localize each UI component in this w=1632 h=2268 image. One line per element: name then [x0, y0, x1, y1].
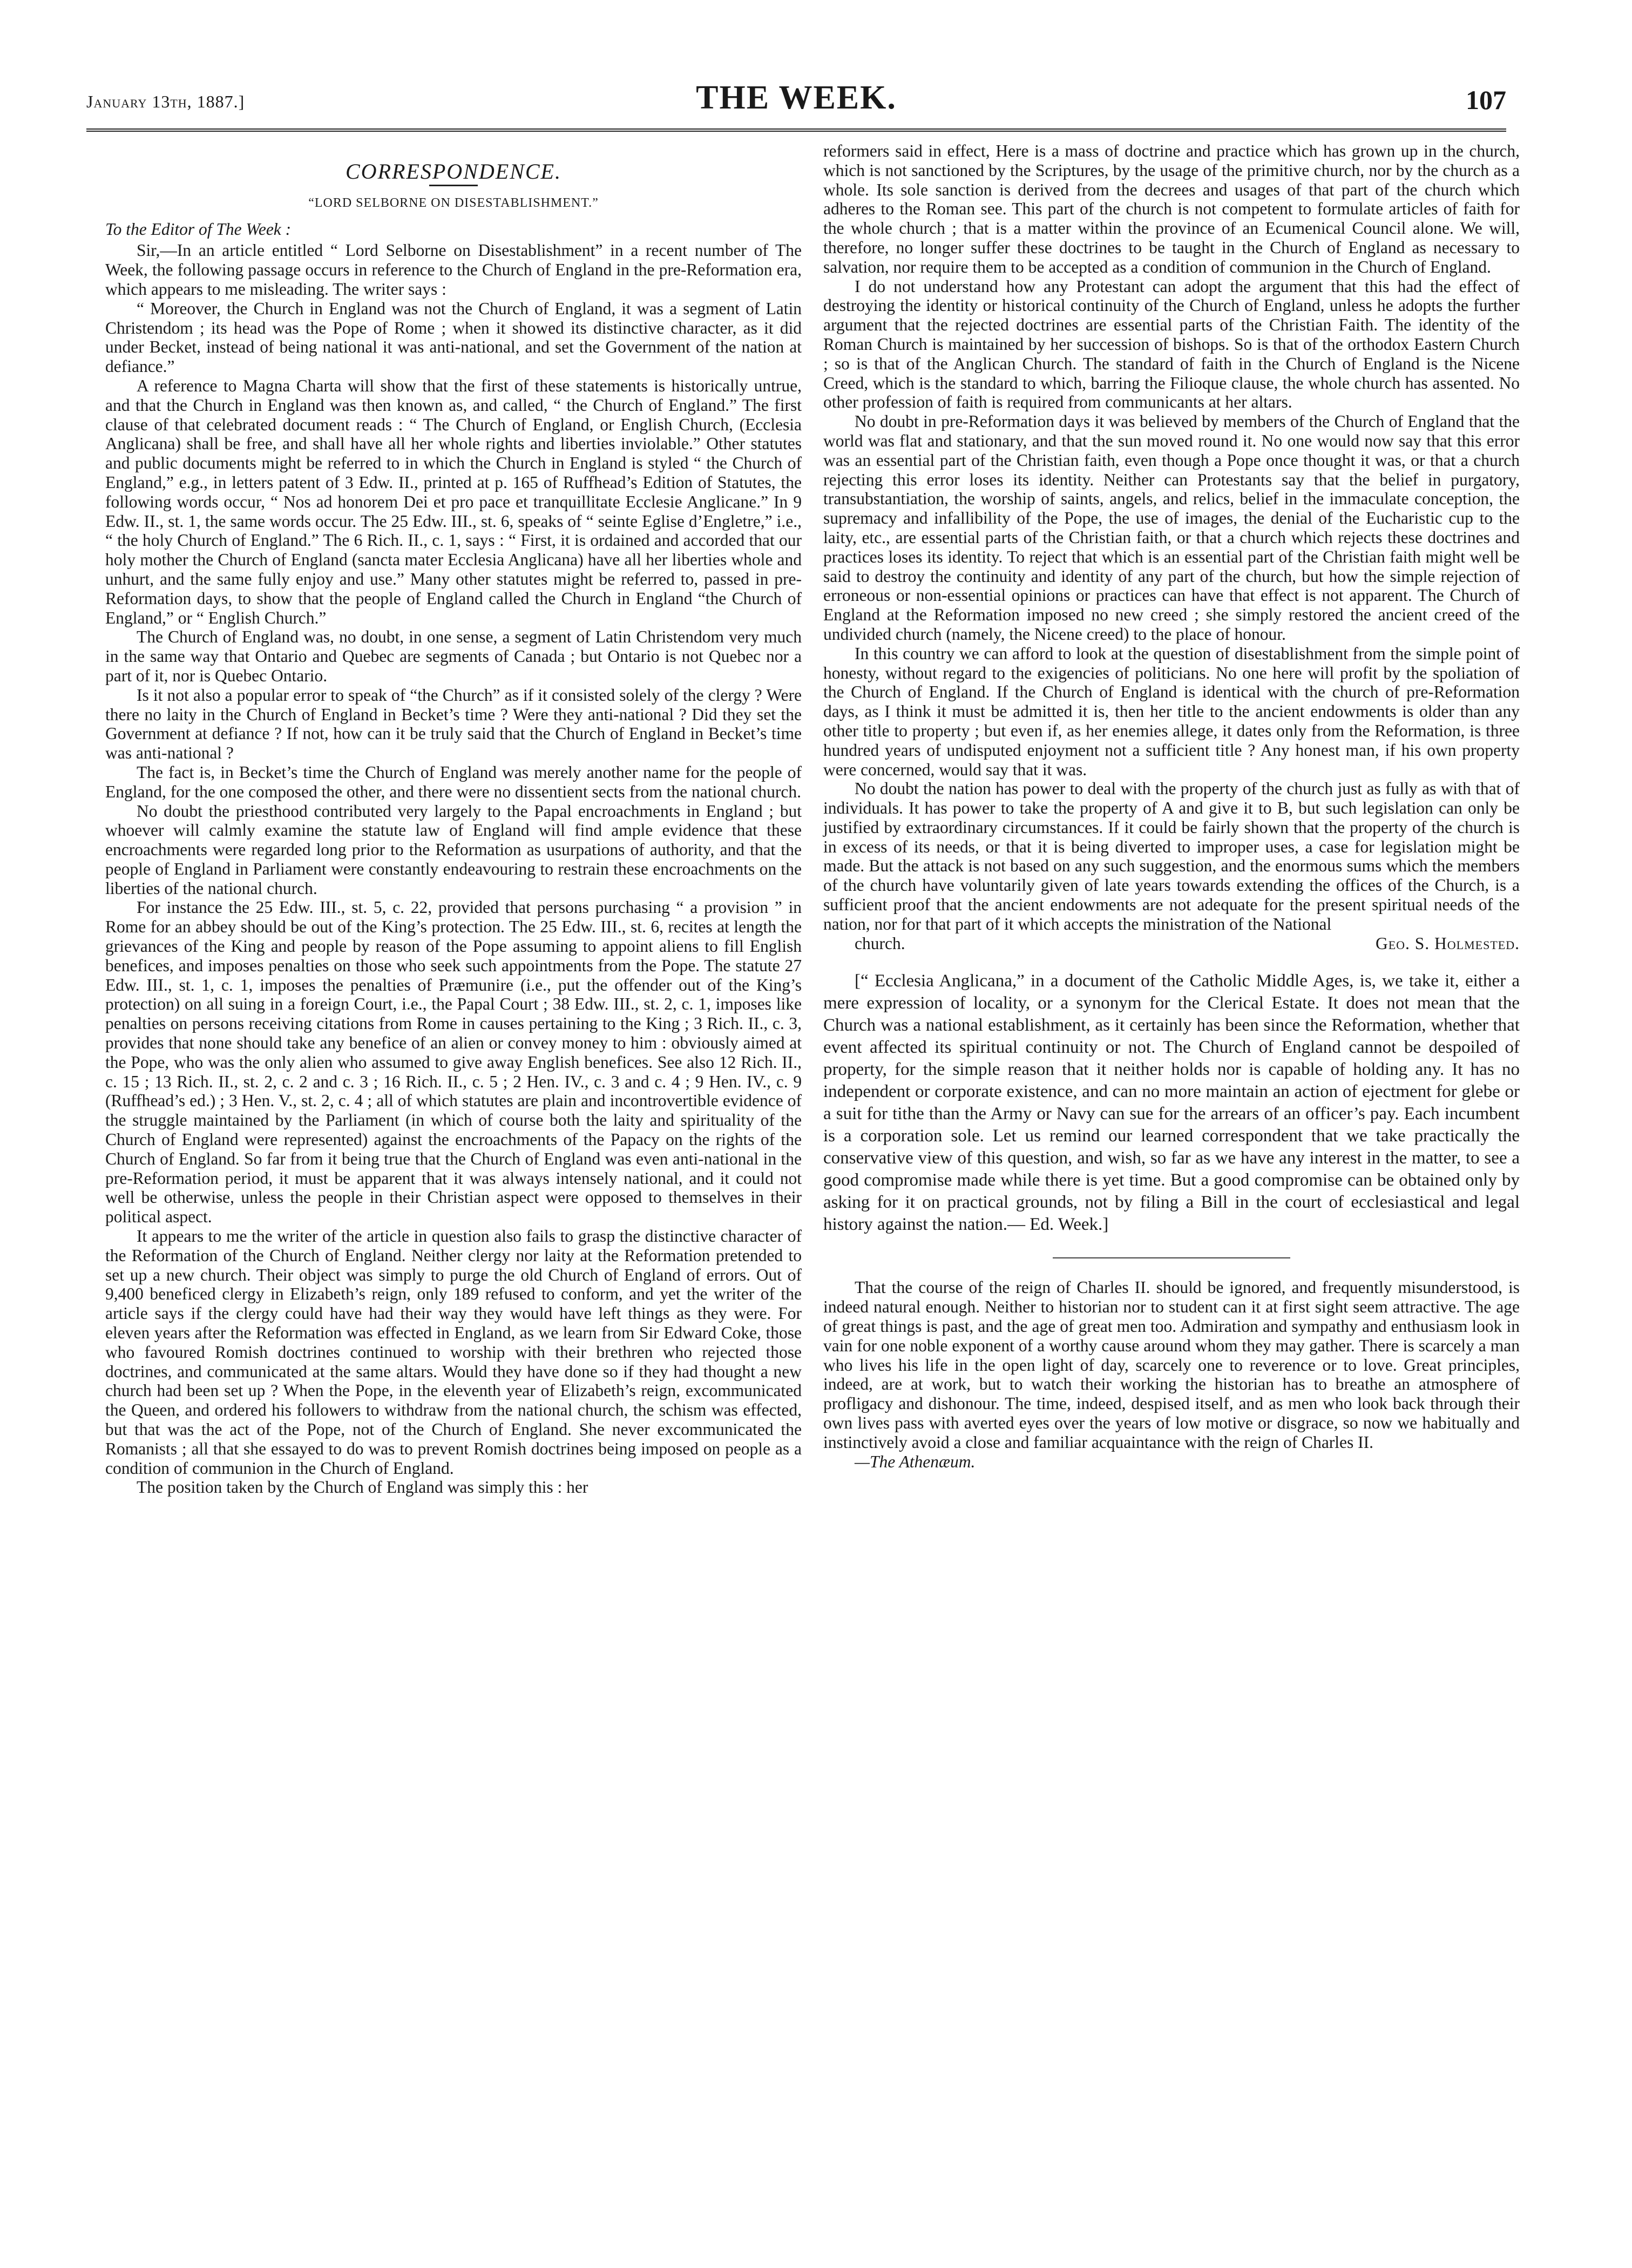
- closing-word: church.: [855, 933, 905, 953]
- letter-paragraph: No doubt in pre-Reformation days it was believed by members of the Church of England that the world was flat and stationary, and that the sun moved round it. No one would now say that this error was an essential part of the Christian faith, even though a Pope once thought it was, or that a church rejecting this error loses its identity. Neither can Protestants say that the belief in purgatory, transubstantiation, the worship of saints, angels, and relics, belief in the immaculate conception, the supremacy and infallibility of the Pope, the use of images, the denial of the Eucharistic cup to the laity, etc., are essential parts of the Christian faith, or that a church which rejects these doctrines and practices loses its identity. To reject that which is an essential part of the Christian faith might well be said to destroy the continuity and identity of any part of the church, but how the simple rejection of erroneous or non-essential opinions or practices can have that effect is not apparent. The Church of England at the Reformation imposed no new creed ; she simply restored the ancient creed of the undivided church (namely, the Nicene creed) to the place of honour.: [823, 412, 1520, 644]
- letter-paragraph: Is it not also a popular error to speak of “the Church” as if it consisted solely of the clergy ? Were there no laity in the Church of England in Becket’s time ? Were they anti-national ? Did they set the Government at defiance ? If not, how can it be truly said that the Church of England in Becket’s time was anti-national ?: [105, 685, 802, 763]
- letter-title: “LORD SELBORNE ON DISESTABLISHMENT.”: [308, 195, 599, 210]
- letter-paragraph: No doubt the priesthood contributed very largely to the Papal encroachments in England ; but whoever will calmly examine the statute law of England will find ample evidence that these encroachments were regarded long prior to the Reformation as usurpations of authority, and that the people of England in Parliament were constantly endeavouring to restrain these encroachments on the liberties of the national church.: [105, 801, 802, 898]
- signature-line: [823, 934, 1520, 953]
- charles-article: [823, 1278, 1520, 1471]
- letter-paragraph: The Church of England was, no doubt, in one sense, a segment of Latin Christendom very much in the same way that Ontario and Quebec are segments of Canada ; but Ontario is not Quebec nor a part of it, nor is Quebec Ontario.: [105, 627, 802, 685]
- charles-article-body: That the course of the reign of Charles II. should be ignored, and frequently misunderstood, is indeed natural enough. Neither to historian nor to student can it at first sight seem attractive. The age of great things is past, and the age of great men too. Admiration and sympathy and enthusiasm look in vain for one noble exponent of a worthy cause around whom they may gather. There is scarcely a man who lives his life in the open light of day, scarcely one to reverence or to love. Great principles, indeed, are at work, but to watch their working the historian has to breathe an atmosphere of profligacy and dishonour. The time, indeed, despised itself, and as men who look back through their own lives pass with averted eyes over the years of low motive or disgrace, so now we habitually and instinctively avoid a close and familiar acquaintance with the reign of Charles II.: [823, 1278, 1520, 1452]
- header-rule: [86, 128, 1506, 132]
- editor-note: [823, 970, 1520, 1236]
- article-separator: [1053, 1257, 1290, 1258]
- letter-signature: Geo. S. Holmested.: [1375, 933, 1520, 953]
- letter-paragraph: I do not understand how any Protestant can adopt the argument that this had the effect of destroying the identity or historical continuity of the Church of England, unless he adopts the further argument that the rejected doctrines are essential parts of the Christian Faith. The identity of the Roman Church is maintained by her succession of bishops. So is that of the orthodox Eastern Church ; so is that of the Anglican Church. The standard of faith in the Church of England is the Nicene Creed, which is the standard to which, barring the Filioque clause, the whole church has assented. No other profession of faith is required from communicants at her altars.: [823, 276, 1520, 412]
- letter-paragraph: Sir,—In an article entitled “ Lord Selborne on Disestablishment” in a recent number of The Week, the following passage occurs in reference to the Church of England in the pre-Reformation era, which appears to me misleading. The writer says :: [105, 241, 802, 299]
- letter-paragraph: The position taken by the Church of England was simply this : her: [137, 1478, 588, 1497]
- issue-date: January 13th, 1887.]: [86, 92, 245, 111]
- charles-article-attribution: —The Athenæum.: [855, 1452, 976, 1471]
- editor-note-text: [“ Ecclesia Anglicana,” in a document of the Catholic Middle Ages, is, we take it, either a mere expression of locality, or a synonym for the Clerical Estate. It does not mean that the Church was a national establishment, as it certainly has been since the Reformation, whether that event affected its spiritual continuity or not. The Church of England cannot be despoiled of property, for the simple reason that it neither holds nor is capable of holding any. It has no independent or corporate existence, and can no more maintain an action of ejectment for glebe or a suit for tithe than the Army or Navy can sue for the arrears of an officer’s pay. Each incumbent is a corporation sole. Let us remind our learned correspondent that we take practically the conservative view of this question, and wish, so far as we have any interest in the matter, to see a good compromise made while there is yet time. But a good compromise can be obtained only by asking for it on practical grounds, not by filing a Bill in the court of ecclesiastical and legal history against the nation.— Ed. Week.]: [823, 971, 1520, 1235]
- title-rule: [429, 185, 478, 186]
- quote-paragraph: “ Moreover, the Church in England was not the Church of England, it was a segment of Latin Christendom ; its head was the Pope of Rome ; when it showed its distinctive character, as it did under Becket, instead of being national it was anti-national, and set the Government of the nation at defiance.”: [105, 299, 802, 376]
- letter-paragraph: No doubt the nation has power to deal with the property of the church just as fully as with that of individuals. It has power to take the property of A and give it to B, but such legislation can only be justified by extraordinary circumstances. If it could be fairly shown that the property of the church is in excess of its needs, or that it is being diverted to improper uses, a case for legislation might be made. But the attack is not based on any such suggestion, and the enormous sums which the members of the church have voluntarily given of late years towards extending the offices of the Church, is a sufficient proof that the ancient endowments are not adequate for the present spiritual needs of the nation, nor for that part of it which accepts the ministration of the National: [823, 779, 1520, 933]
- letter-paragraph: It appears to me the writer of the article in question also fails to grasp the distinctive character of the Reformation of the Church of England. Neither clergy nor laity at the Reformation pretended to set up a new church. Their object was simply to purge the old Church of England of errors. Out of 9,400 beneficed clergy in Elizabeth’s reign, only 189 refused to conform, and yet the writer of the article says if the clergy could have had their way they would have left things as they were. For eleven years after the Reformation was effected in England, as we learn from Sir Edward Coke, those who favoured Romish doctrines continued to worship with their brethren who rejected those doctrines, and communicated at the same altars. Would they have done so if they had thought a new church had been set up ? When the Pope, in the eleventh year of Elizabeth’s reign, excommunicated the Queen, and ordered his followers to withdraw from the national church, the schism was effected, but that was the act of the Pope, not of the Church of England. She never excommunicated the Romanists ; all that she essayed to do was to prevent Romish doctrines being imposed on people as a condition of communion in the Church of England.: [105, 1227, 802, 1478]
- letter-paragraph: For instance the 25 Edw. III., st. 5, c. 22, provided that persons purchasing “ a provision ” in Rome for an abbey should be out of the King’s protection. The 25 Edw. III., st. 6, recites at length the grievances of the King and people by reason of the Pope assuming to appoint aliens to fill English benefices, and imposes penalties on those who seek such appointments from the Pope. The statute 27 Edw. III., st. 1, c. 1, imposes the penalties of Præmunire (i.e., put the offender out of the King’s protection) on all suing in a foreign Court, i.e., the Papal Court ; 38 Edw. III., st. 2, c. 1, imposes like penalties on persons receiving citations from Rome in causes pertaining to the King ; 3 Rich. II., c. 3, provides that none should take any benefice of an alien or convey money to him : obviously aimed at the Pope, who was the only alien who assumed to give away English benefices. See also 12 Rich. II., c. 15 ; 13 Rich. II., st. 2, c. 2 and c. 3 ; 16 Rich. II., c. 5 ; 2 Hen. IV., c. 3 and c. 4 ; 9 Hen. IV., c. 9 (Ruffhead’s ed.) ; 3 Hen. V., st. 2, c. 4 ; all of which statutes are plain and incontrovertible evidence of the struggle maintained by the Parliament (in which of course both the laity and spirituality of the Church of England were represented) against the encroachments of the Papacy on the rights of the Church of England. So far from it being true that the Church of England was even anti-national in the pre-Reformation period, it must be apparent that it was always intensely national, and it could not well be otherwise, unless the people in their Christian aspect were opposed to themselves in their political aspect.: [105, 898, 802, 1227]
- letter-paragraph: A reference to Magna Charta will show that the first of these statements is historically untrue, and that the Church in England was then known as, and called, “ the Church of England.” The first clause of that celebrated document reads : “ The Church of England, or English Church, (Ecclesia Anglicana) shall be free, and shall have all her whole rights and liberties inviolable.” Other statutes and public documents might be referred to in which the Church in England is styled “ the Church of England,” e.g., in letters patent of 3 Edw. II., printed at p. 165 of Ruffhead’s Edition of Statutes, the following words occur, “ Nos ad honorem Dei et pro pace et tranquillitate Ecclesie Anglicane.” In 9 Edw. II., st. 1, the same words occur. The 25 Edw. III., st. 6, speaks of “ seinte Eglise d’Engletre,” i.e., “ the holy Church of England.” The 6 Rich. II., c. 1, says : “ First, it is ordained and accorded that our holy mother the Church of England (sancta mater Ecclesia Anglicana) have all her liberties whole and unhurt, and the same fully enjoy and use.” Many other statutes might be referred to, passed in pre-Reformation days, to show that the people of England called the Church in England “the Church of England,” or “ English Church.”: [105, 376, 802, 627]
- section-title: CORRESPONDENCE.: [346, 159, 561, 184]
- masthead: THE WEEK.: [696, 79, 897, 116]
- right-column: [823, 141, 1520, 1471]
- letter-address: To the Editor of The Week :: [105, 219, 292, 239]
- left-column: [105, 146, 802, 1497]
- page-number: 107: [1466, 85, 1506, 115]
- letter-paragraph: In this country we can afford to look at the question of disestablishment from the simple point of honesty, without regard to the exigencies of politicians. No one here will profit by the spoliation of the Church of England. If the Church of England is identical with the church of pre-Reformation days, as I think it must be admitted it is, then her title to the ancient endowments is older than any other title to property ; but even if, as her enemies allege, it dates only from the Reformation, is three hundred years of undisputed enjoyment not a sufficient title ? Any honest man, if his own property were concerned, would say that it was.: [823, 644, 1520, 779]
- letter-paragraph: The fact is, in Becket’s time the Church of England was merely another name for the people of England, for the one composed the other, and there were no dissentient sects from the national church.: [105, 762, 802, 801]
- letter-paragraph: reformers said in effect, Here is a mass of doctrine and practice which has grown up in the church, which is not sanctioned by the Scriptures, by the usage of the primitive church, nor by the church as a whole. Its sole sanction is derived from the decrees and usages of that part of the church which adheres to the Roman see. This part of the church is not competent to formulate articles of faith for the whole church ; that is a matter within the province of an Ecumenical Council alone. We will, therefore, no longer suffer these doctrines to be taught in the Church of England as necessary to salvation, nor require them to be accepted as a condition of communion in the Church of England.: [823, 141, 1520, 276]
- page-header: [86, 76, 1506, 130]
